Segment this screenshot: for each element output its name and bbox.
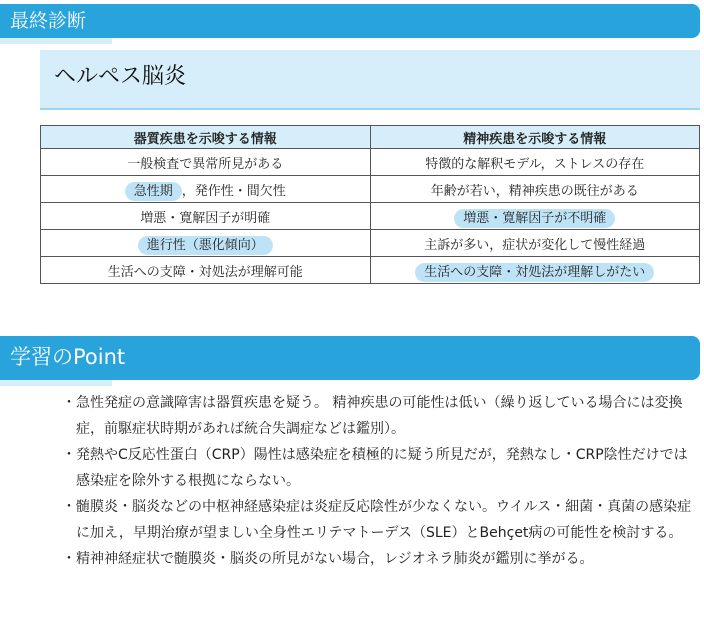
cell-text: 生活への支障・対処法が理解可能 xyxy=(107,264,303,280)
learning-point-list xyxy=(62,390,698,572)
learning-point-banner xyxy=(0,336,700,380)
diagnosis-text: ヘルペス脳炎 xyxy=(54,64,187,89)
table-header-psychiatric: 精神疾患を示唆する情報 xyxy=(370,126,700,149)
table-cell-organic xyxy=(41,176,371,203)
table-header-row xyxy=(41,126,700,149)
bullet-icon: ・ xyxy=(62,395,76,411)
bullet-icon: ・ xyxy=(62,499,76,515)
comparison-table xyxy=(40,125,700,284)
list-item-text: 精神神経症状で髄膜炎・脳炎の所見がない場合，レジオネラ肺炎が鑑別に挙がる。 xyxy=(76,551,594,567)
highlight: 急性期 xyxy=(125,182,182,201)
list-item xyxy=(62,546,698,572)
cell-text: 一般検査で異常所見がある xyxy=(127,156,284,172)
table-row xyxy=(41,230,700,257)
banner-underline xyxy=(0,38,112,44)
highlight: 進行性（悪化傾向） xyxy=(138,236,273,255)
table-cell-psychiatric xyxy=(370,203,700,230)
table-cell-psychiatric xyxy=(370,230,700,257)
cell-text: 特徴的な解釈モデル，ストレスの存在 xyxy=(425,156,645,172)
banner-underline xyxy=(0,380,112,386)
table-cell-organic xyxy=(41,257,371,284)
list-item-text: 髄膜炎・脳炎などの中枢神経感染症は炎症反応陰性が少なくない。ウイルス・細菌・真菌の感染症に加え，早期治療が望ましい全身性エリテマトーデス（SLE）とBehçet病の可能性を検討する。 xyxy=(76,499,692,541)
table-cell-organic xyxy=(41,230,371,257)
bullet-icon: ・ xyxy=(62,447,76,463)
list-item-text: 急性発症の意識障害は器質疾患を疑う。 精神疾患の可能性は低い（繰り返している場合には変換症，前駆症状時期があれば統合失調症などは鑑別）。 xyxy=(76,395,683,437)
cell-text: 増悪・寛解因子が明確 xyxy=(140,210,271,226)
table-cell-psychiatric xyxy=(370,149,700,176)
cell-text: 主訴が多い，症状が変化して慢性経過 xyxy=(424,237,646,253)
list-item xyxy=(62,442,698,494)
cell-text: ，発作性・間欠性 xyxy=(181,183,286,199)
table-header-organic: 器質疾患を示唆する情報 xyxy=(41,126,371,149)
cell-text: 年齢が若い，精神疾患の既往がある xyxy=(430,183,639,199)
list-item xyxy=(62,494,698,546)
highlight: 増悪・寛解因子が不明確 xyxy=(454,209,615,228)
final-diagnosis-heading: 最終診断 xyxy=(10,10,87,32)
table-row xyxy=(41,176,700,203)
table-row xyxy=(41,203,700,230)
table-row xyxy=(41,257,700,284)
diagnosis-box xyxy=(40,50,700,110)
highlight: 生活への支障・対処法が理解しがたい xyxy=(415,263,654,282)
list-item xyxy=(62,390,698,442)
table-cell-organic xyxy=(41,203,371,230)
learning-point-heading: 学習のPoint xyxy=(10,345,126,369)
bullet-icon: ・ xyxy=(62,551,76,567)
table-cell-organic xyxy=(41,149,371,176)
final-diagnosis-banner xyxy=(0,4,700,38)
list-item-text: 発熱やC反応性蛋白（CRP）陽性は感染症を積極的に疑う所見だが，発熱なし・CRP陰性だけでは感染症を除外する根拠にならない。 xyxy=(76,447,688,489)
table-cell-psychiatric xyxy=(370,176,700,203)
table-cell-psychiatric xyxy=(370,257,700,284)
table-row xyxy=(41,149,700,176)
